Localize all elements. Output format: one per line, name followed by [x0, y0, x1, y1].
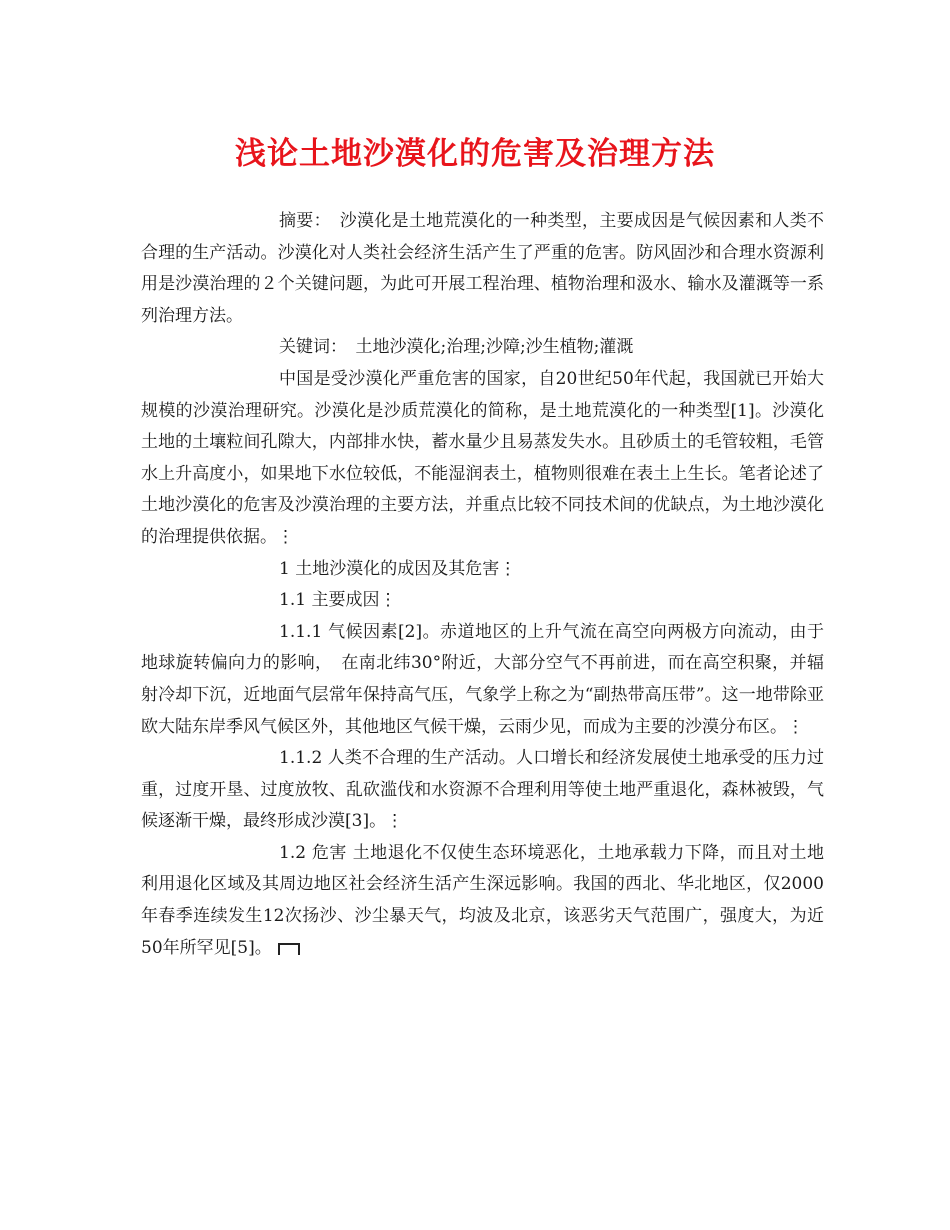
end-of-text-mark-icon [278, 943, 300, 955]
document-body [141, 206, 824, 964]
keywords-paragraph: 关键词： 土地沙漠化;治理;沙障;沙生植物;灌溉 [279, 337, 634, 358]
paragraph-1-1-2: 1.1.2 人类不合理的生产活动。人口增长和经济发展使土地承受的压力过重，过度开垦、过度放牧、乱砍滥伐和水资源不合理利用等使土地严重退化，森林被毁，气候逐渐干燥，最终形成沙漠[3]。⋮ [141, 748, 824, 832]
paragraph-1-1-1: 1.1.1 气候因素[2]。赤道地区的上升气流在高空向两极方向流动，由于地球旋转偏向力的影响， 在南北纬30°附近，大部分空气不再前进，而在高空积聚，并辐射冷却下沉，近地面气层常年保持高气压，气象学上称之为“副热带高压带”。这一地带除亚欧大陆东岸季风气候区外，其他地区气候干燥，云雨少见，而成为主要的沙漠分布区。⋮ [141, 621, 824, 737]
intro-paragraph: 中国是受沙漠化严重危害的国家，自20世纪50年代起，我国就已开始大规模的沙漠治理研究。沙漠化是沙质荒漠化的简称，是土地荒漠化的一种类型[1]。沙漠化土地的土壤粒间孔隙大，内部排水快，蓄水量少且易蒸发失水。且砂质土的毛管较粗，毛管水上升高度小，如果地下水位较低，不能湿润表土，植物则很难在表土上生长。笔者论述了土地沙漠化的危害及沙漠治理的主要方法，并重点比较不同技术间的优缺点，为土地沙漠化的治理提供依据。⋮ [141, 368, 824, 547]
paragraph-1-2-text: 1.2 危害 土地退化不仅使生态环境恶化，土地承载力下降，而且对土地利用退化区域及其周边地区社会经济生活产生深远影响。我国的西北、华北地区，仅2000年春季连续发生12次扬沙、沙尘暴天气，均波及北京，该恶劣天气范围广，强度大，为近50年所罕见[5]。 [141, 842, 824, 958]
document-title: 浅论土地沙漠化的危害及治理方法 [235, 136, 715, 172]
section-heading-1: 1 土地沙漠化的成因及其危害⋮ [279, 558, 517, 579]
abstract-paragraph: 摘要： 沙漠化是土地荒漠化的一种类型，主要成因是气候因素和人类不合理的生产活动。沙漠化对人类社会经济生活产生了严重的危害。防风固沙和合理水资源利用是沙漠治理的２个关键问题，为此可开展工程治理、植物治理和汲水、输水及灌溉等一系列治理方法。 [141, 211, 824, 326]
paragraph-1-2 [141, 838, 824, 964]
section-heading-1-1: 1.1 主要成因⋮ [279, 590, 397, 611]
